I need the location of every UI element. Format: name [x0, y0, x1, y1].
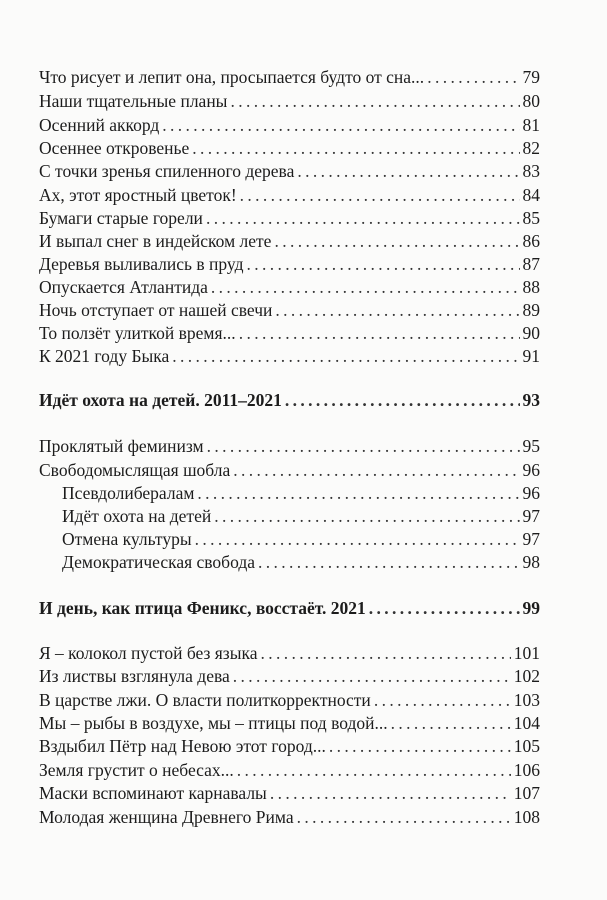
toc-section-title: Идёт охота на детей. 2011–2021 [39, 390, 282, 410]
toc-entry [39, 252, 540, 276]
toc-entry-title: Молодая женщина Древнего Рима [39, 807, 294, 827]
toc-entry-title: Мы – рыбы в воздухе, мы – птицы под водой... [39, 713, 388, 733]
toc-entry-page: 108 [513, 807, 540, 827]
toc-entry-page: 87 [522, 254, 540, 274]
toc-entry-title: Идёт охота на детей [62, 506, 212, 526]
toc-entry-title: Вздыбил Пётр над Невою этот город... [39, 736, 326, 756]
toc-entry-title: Маски вспоминают карнавалы [39, 783, 267, 803]
toc-entry-page: 103 [513, 690, 540, 710]
toc-leader-dots [233, 458, 519, 482]
toc-entry-title: С точки зренья спиленного дерева [39, 161, 295, 181]
toc-entry-page: 101 [513, 643, 540, 663]
toc-entry-title: Осенний аккорд [39, 115, 160, 135]
toc-entry-title: То ползёт улиткой время... [39, 323, 236, 343]
toc-entry-title: Я – колокол пустой без языка [39, 643, 258, 663]
toc-leader-dots [237, 758, 511, 782]
toc-entry-title: Ах, этот яростный цветок! [39, 185, 237, 205]
toc-entry [39, 664, 540, 688]
toc-entry-page: 88 [522, 277, 540, 297]
toc-entry-page: 96 [522, 483, 540, 503]
toc-leader-dots [285, 388, 520, 412]
toc-leader-dots [297, 159, 519, 183]
toc-entry-page: 89 [522, 300, 540, 320]
toc-entry [39, 805, 540, 829]
toc-entry-page: 90 [522, 323, 540, 343]
toc-leader-dots [214, 504, 519, 528]
toc-entry-title: Опускается Атлантида [39, 277, 208, 297]
toc-entry [39, 113, 540, 137]
toc-entry-title: К 2021 году Быка [39, 346, 170, 366]
toc-leader-dots [427, 65, 519, 89]
toc-entry [39, 89, 540, 113]
toc-entry-page: 84 [522, 185, 540, 205]
toc-section-title: И день, как птица Феникс, восстаёт. 2021 [39, 598, 366, 618]
toc-entry-page: 79 [522, 67, 540, 87]
toc-subentry [62, 527, 540, 551]
toc-entry-title: Наши тщательные планы [39, 91, 228, 111]
toc-leader-dots [369, 596, 520, 620]
toc-entry-title: Деревья выливались в пруд [39, 254, 244, 274]
toc-leader-dots [162, 113, 519, 137]
toc-entry-page: 105 [513, 736, 540, 756]
toc-entry [39, 711, 540, 735]
toc-leader-dots [275, 298, 519, 322]
toc-entry-page: 97 [522, 506, 540, 526]
toc-entry-page: 86 [522, 231, 540, 251]
toc-entry [39, 298, 540, 322]
toc-leader-dots [207, 434, 520, 458]
toc-leader-dots [258, 550, 519, 574]
toc-entry [39, 229, 540, 253]
toc-leader-dots [230, 89, 519, 113]
toc-entry [39, 758, 540, 782]
toc-entry-page: 107 [513, 783, 540, 803]
toc-entry [39, 734, 540, 758]
toc-entry-title: Демократическая свобода [62, 552, 256, 572]
toc-entry [39, 136, 540, 160]
toc-entry-page: 97 [522, 529, 540, 549]
toc-entry-title: Отмена культуры [62, 529, 192, 549]
toc-entry-title: Осеннее откровенье [39, 138, 190, 158]
toc-entry-page: 106 [513, 760, 540, 780]
toc-leader-dots [329, 734, 511, 758]
toc-entry [39, 688, 540, 712]
toc-leader-dots [195, 527, 520, 551]
toc-section-heading [39, 596, 540, 620]
toc-entry [39, 344, 540, 368]
toc-leader-dots [374, 688, 511, 712]
toc-entry [39, 781, 540, 805]
toc-section-heading [39, 388, 540, 412]
toc-entry-page: 102 [513, 666, 540, 686]
toc-entry-page: 98 [522, 552, 540, 572]
toc-subentry [62, 481, 540, 505]
toc-entry-title: Псевдолибералам [62, 483, 195, 503]
toc-entry [39, 183, 540, 207]
toc-entry-page: 91 [522, 346, 540, 366]
toc-entry [39, 159, 540, 183]
toc-entry [39, 458, 540, 482]
toc-entry [39, 65, 540, 89]
toc-entry-title: Что рисует и лепит она, просыпается будто от сна... [39, 67, 425, 87]
toc-leader-dots [172, 344, 519, 368]
toc-entry [39, 206, 540, 230]
toc-entry-title: Земля грустит о небесах... [39, 760, 234, 780]
toc-entry-title: Свободомыслящая шобла [39, 460, 231, 480]
toc-entry-page: 104 [513, 713, 540, 733]
toc-leader-dots [197, 481, 519, 505]
toc-leader-dots [211, 275, 520, 299]
toc-leader-dots [246, 252, 519, 276]
toc-leader-dots [240, 183, 520, 207]
toc-entry-title: Из листвы взглянула дева [39, 666, 230, 686]
toc-leader-dots [239, 321, 520, 345]
toc-leader-dots [297, 805, 511, 829]
toc-entry [39, 275, 540, 299]
toc-entry-page: 95 [522, 436, 540, 456]
toc-entry [39, 641, 540, 665]
toc-leader-dots [192, 136, 519, 160]
toc-entry-page: 96 [522, 460, 540, 480]
toc-section-page: 99 [522, 598, 540, 618]
toc-leader-dots [261, 641, 511, 665]
toc-entry-title: И выпал снег в индейском лете [39, 231, 272, 251]
toc-entry-page: 83 [522, 161, 540, 181]
toc-leader-dots [391, 711, 511, 735]
toc-entry-title: Ночь отступает от нашей свечи [39, 300, 273, 320]
toc-entry-page: 80 [522, 91, 540, 111]
toc-leader-dots [270, 781, 511, 805]
toc-entry-page: 85 [522, 208, 540, 228]
toc-leader-dots [206, 206, 520, 230]
toc-entry [39, 321, 540, 345]
toc-leader-dots [233, 664, 511, 688]
toc-subentry [62, 504, 540, 528]
toc-subentry [62, 550, 540, 574]
toc-leader-dots [274, 229, 519, 253]
toc-entry-page: 82 [522, 138, 540, 158]
toc-entry [39, 434, 540, 458]
toc-entry-page: 81 [522, 115, 540, 135]
toc-entry-title: Проклятый феминизм [39, 436, 204, 456]
toc-section-page: 93 [522, 390, 540, 410]
toc-entry-title: В царстве лжи. О власти политкорректности [39, 690, 371, 710]
toc-entry-title: Бумаги старые горели [39, 208, 203, 228]
